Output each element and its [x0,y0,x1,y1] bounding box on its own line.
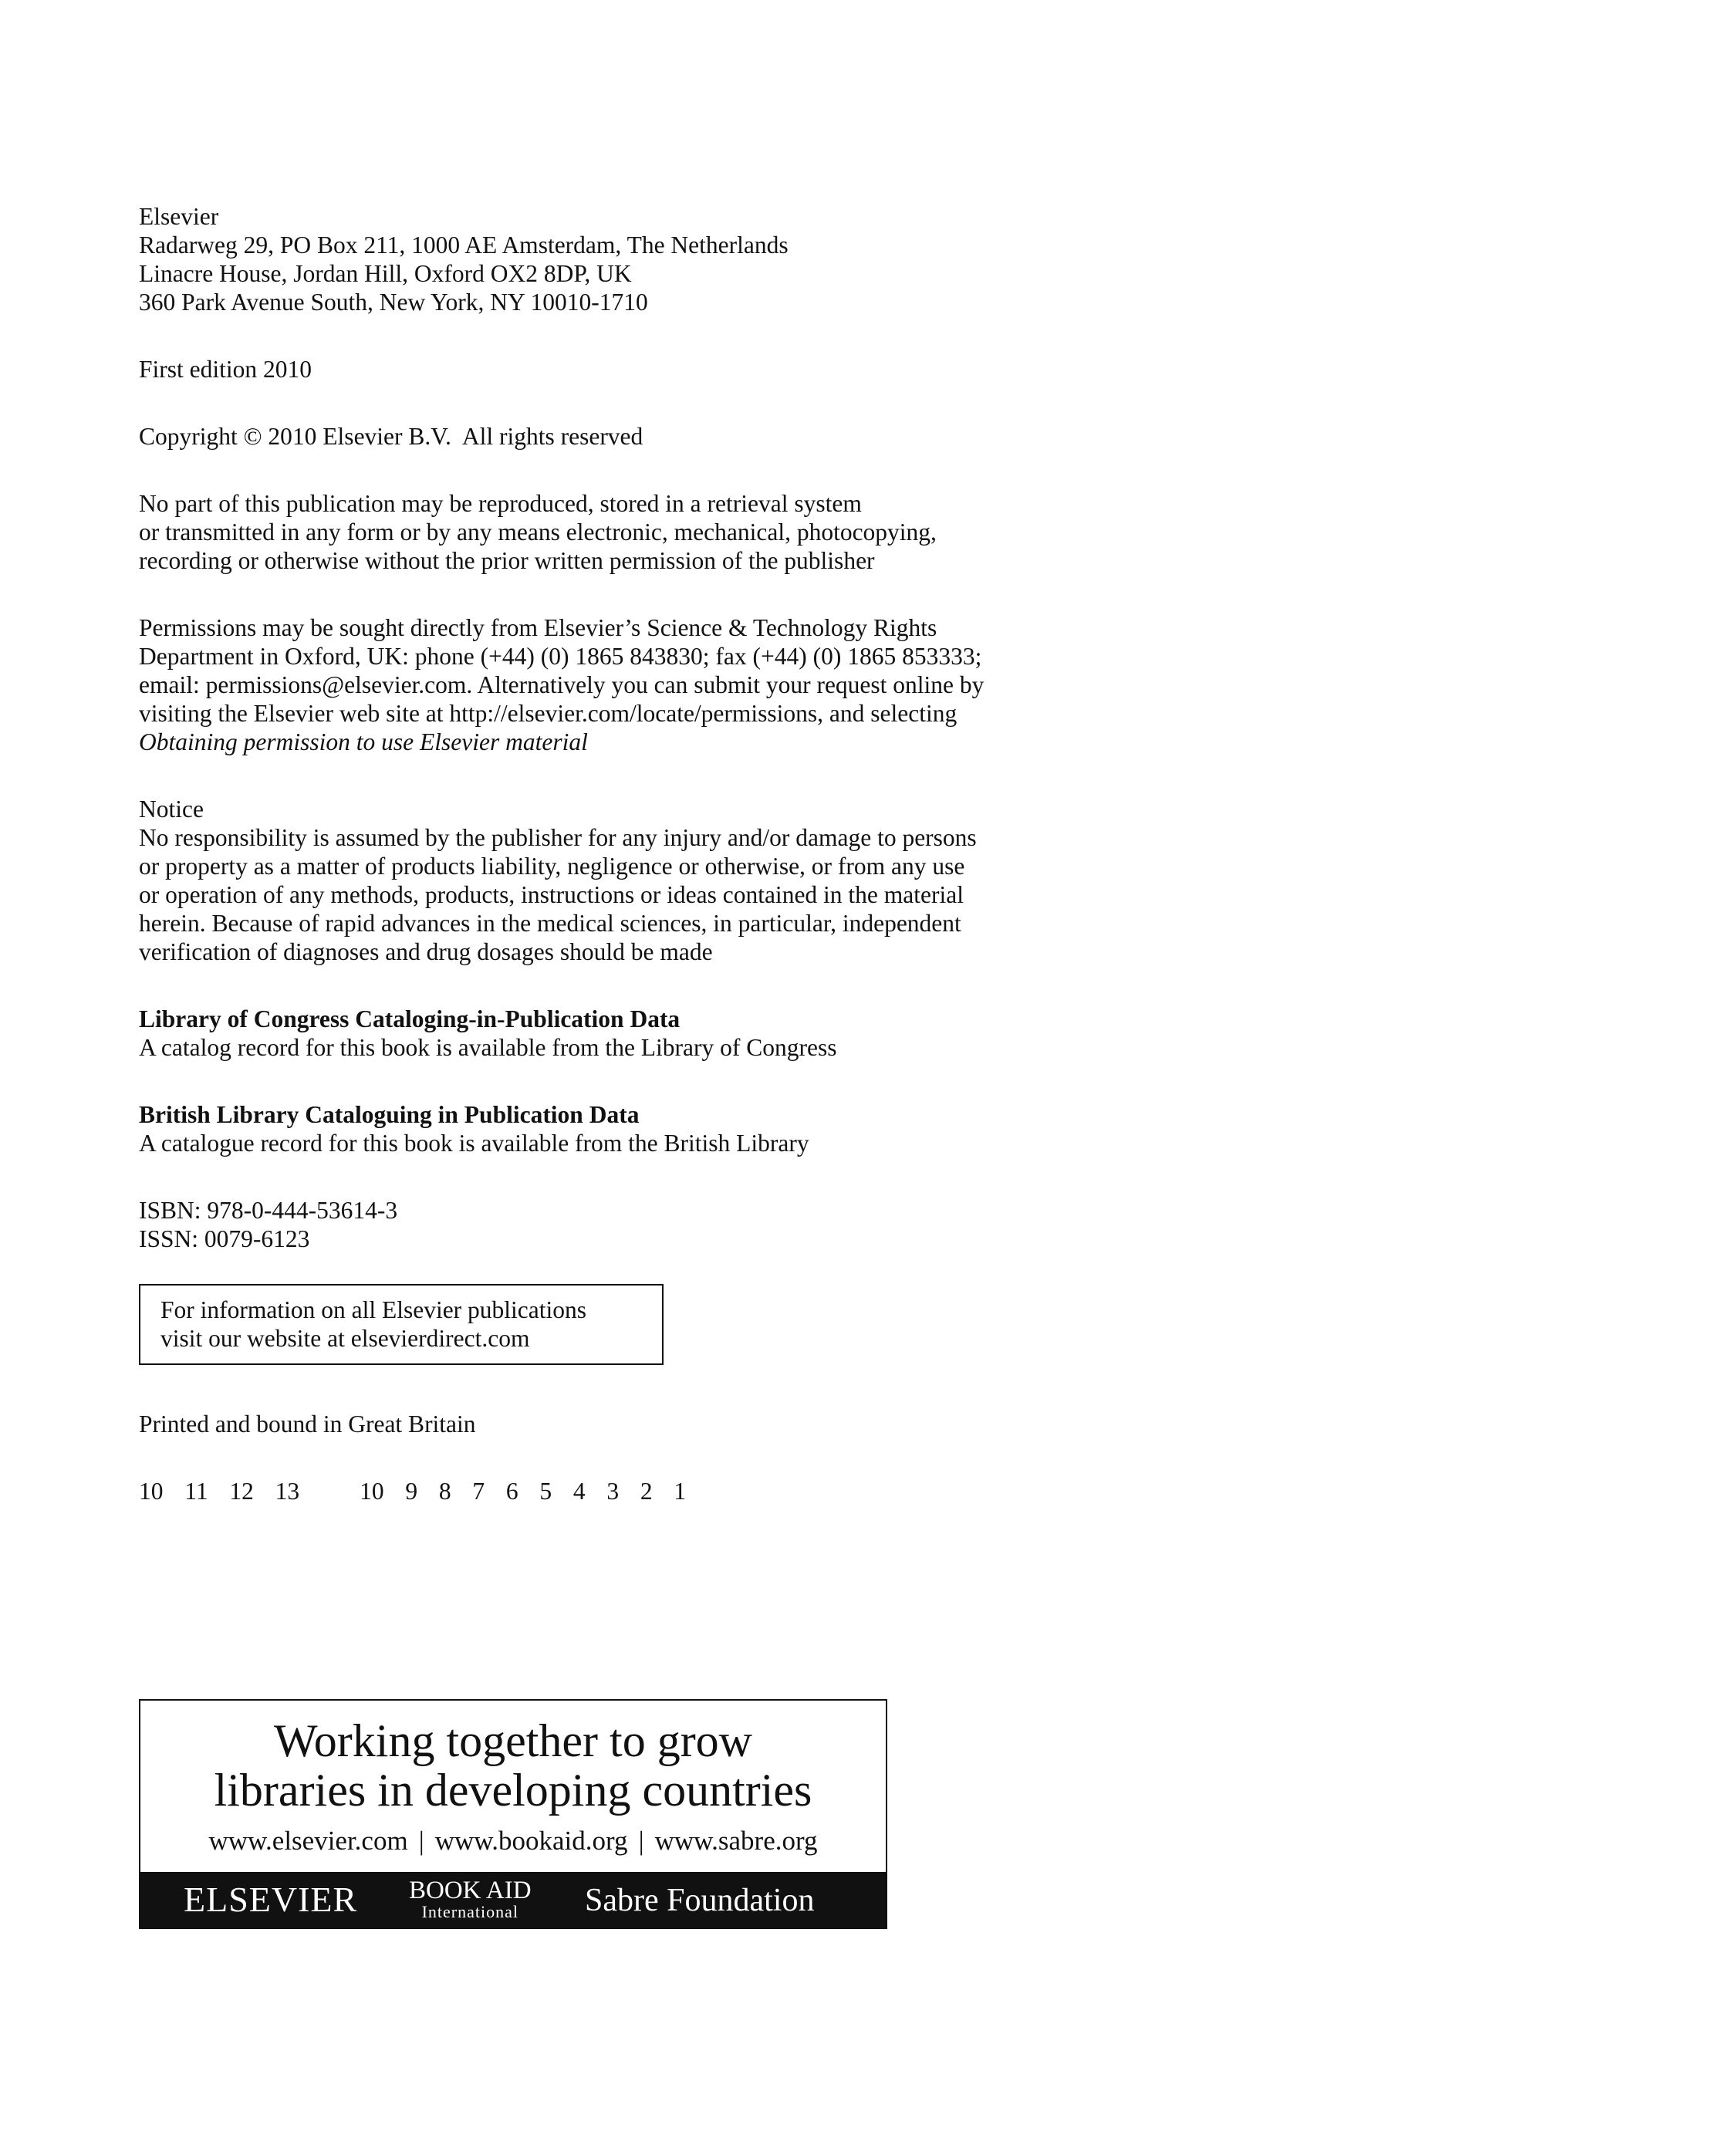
notice-line: herein. Because of rapid advances in the medical sciences, in particular, independent [139,910,961,937]
address-line: Linacre House, Jordan Hill, Oxford OX2 8DP, UK [139,260,632,287]
issn: ISSN: 0079-6123 [139,1225,310,1252]
permissions-italic-line: Obtaining permission to use Elsevier material [139,728,588,755]
loc-cip-block [139,1005,1620,1062]
edition: First edition 2010 [139,356,312,383]
copyright-block [139,422,1620,451]
copyright-page [139,202,1620,1505]
permissions-line: email: permissions@elsevier.com. Alternatively you can submit your request online by [139,671,985,698]
copyright: Copyright © 2010 Elsevier B.V. All rights reserved [139,423,643,450]
reproduction-line: or transmitted in any form or by any means electronic, mechanical, photocopying, [139,519,937,546]
permissions-block [139,613,1620,756]
address-line: Radarweg 29, PO Box 211, 1000 AE Amsterdam, The Netherlands [139,231,789,258]
permissions-line: Department in Oxford, UK: phone (+44) (0) 1865 843830; fax (+44) (0) 1865 853333; [139,643,982,670]
print-run: 10 9 8 7 6 5 4 3 2 1 [360,1478,687,1505]
aid-headline-1: Working together to grow [273,1715,753,1766]
book-aid-box [139,1699,887,1929]
info-box-line: visit our website at elsevierdirect.com [160,1325,530,1352]
logo-band [140,1872,886,1927]
notice-line: or operation of any methods, products, instructions or ideas contained in the material [139,881,964,908]
link-separator: | [418,1826,424,1856]
printed-line: Printed and bound in Great Britain [139,1411,476,1438]
reproduction-line: No part of this publication may be reproduced, stored in a retrieval system [139,490,862,517]
info-box-line: For information on all Elsevier publications [160,1296,587,1323]
publisher-address [139,202,1620,316]
british-library-block [139,1100,1620,1157]
reproduction-line: recording or otherwise without the prior written permission of the publisher [139,547,875,574]
elsevier-link[interactable]: www.elsevier.com [208,1826,408,1856]
address-line: 360 Park Avenue South, New York, NY 10010-1710 [139,289,648,316]
permissions-line: visiting the Elsevier web site at http://elsevier.com/locate/permissions, and selecting [139,700,958,727]
notice-block [139,795,1620,966]
sabre-logo: Sabre Foundation [585,1883,815,1918]
edition-block [139,355,1620,383]
bookaid-logo-line-1: BOOK AID [409,1877,532,1904]
notice-heading: Notice [139,796,204,823]
notice-line: No responsibility is assumed by the publisher for any injury and/or damage to persons [139,824,977,851]
reproduction-notice [139,489,1620,575]
permissions-line: Permissions may be sought directly from Elsevier’s Science & Technology Rights [139,614,937,641]
print-numbers [139,1477,1620,1505]
sabre-link[interactable]: www.sabre.org [654,1826,818,1856]
british-library-heading: British Library Cataloguing in Publication Data [139,1101,640,1128]
bookaid-link[interactable]: www.bookaid.org [434,1826,628,1856]
bookaid-logo [409,1878,532,1921]
loc-text: A catalog record for this book is available from the Library of Congress [139,1034,837,1061]
notice-line: or property as a matter of products liability, negligence or otherwise, or from any use [139,853,965,880]
isbn: ISBN: 978-0-444-53614-3 [139,1197,398,1224]
identifiers-block [139,1196,1620,1253]
aid-links [140,1824,886,1858]
elsevier-logo: ELSEVIER [184,1880,358,1919]
publisher-name: Elsevier [139,203,219,230]
notice-line: verification of diagnoses and drug dosages should be made [139,938,713,965]
link-separator: | [638,1826,644,1856]
aid-headline-2: libraries in developing countries [214,1765,812,1816]
info-box [139,1284,664,1365]
printed-block [139,1410,1620,1438]
print-years: 10 11 12 13 [139,1478,300,1505]
loc-heading: Library of Congress Cataloging-in-Publication Data [139,1005,681,1032]
bookaid-logo-line-2: International [421,1902,518,1921]
british-library-text: A catalogue record for this book is available from the British Library [139,1130,809,1157]
